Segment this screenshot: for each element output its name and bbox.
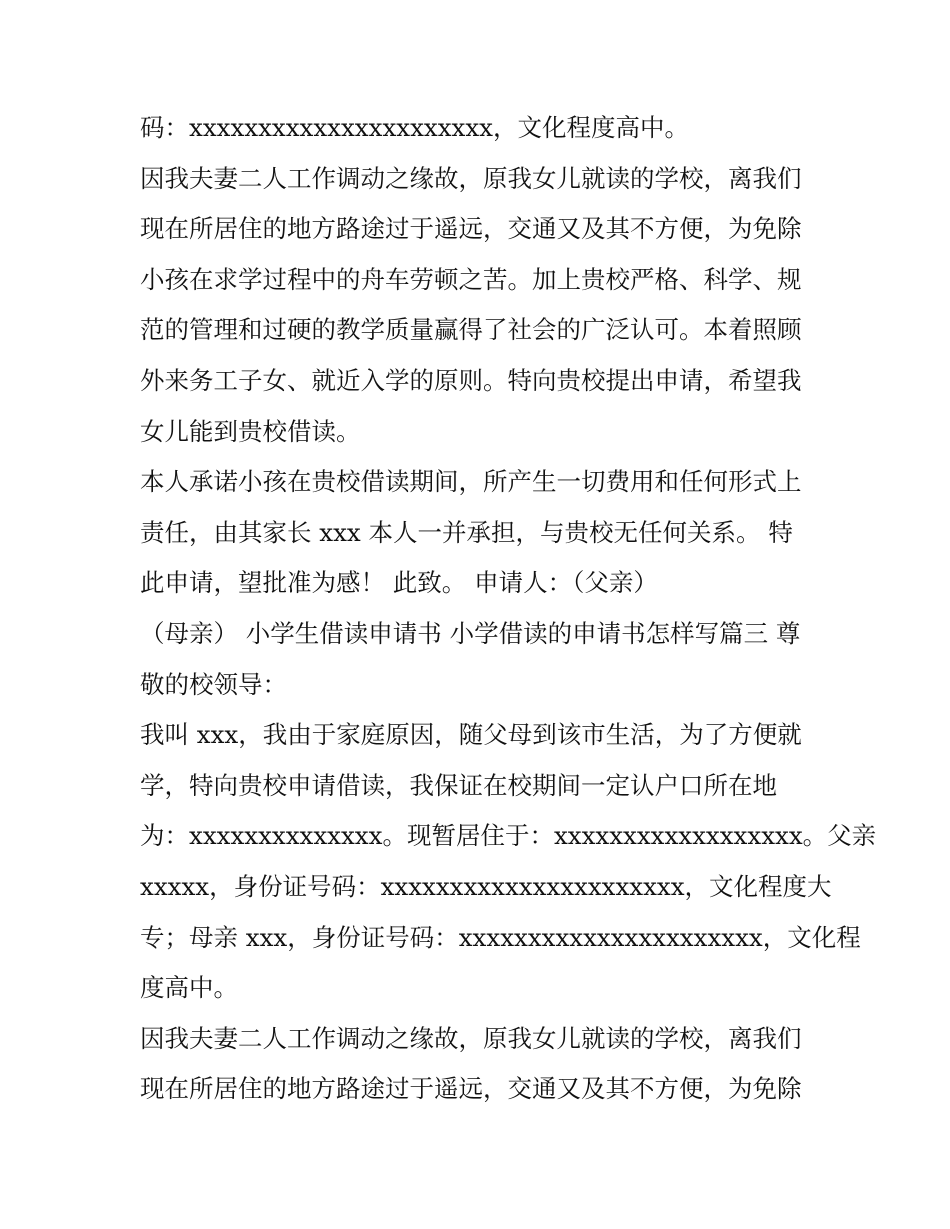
text-line: 此申请，望批准为感！ 此致。 申请人：（父亲） <box>140 568 658 598</box>
text-line: 我叫 xxx，我由于家庭原因，随父母到该市生活，为了方便就 <box>140 720 802 750</box>
text-line: 范的管理和过硬的教学质量赢得了社会的广泛认可。本着照顾 <box>140 315 802 345</box>
text-line: xxxxx，身份证号码：xxxxxxxxxxxxxxxxxxxxxx，文化程度大 <box>140 871 832 901</box>
text-line: 因我夫妻二人工作调动之缘故，原我女儿就读的学校，离我们 <box>140 1023 802 1053</box>
text-line: 因我夫妻二人工作调动之缘故，原我女儿就读的学校，离我们 <box>140 163 802 193</box>
text-line: 外来务工子女、就近入学的原则。特向贵校提出申请，希望我 <box>140 365 802 395</box>
text-line: 度高中。 <box>140 973 238 1003</box>
text-line: 本人承诺小孩在贵校借读期间，所产生一切费用和任何形式上 <box>140 467 802 497</box>
text-line: 现在所居住的地方路途过于遥远，交通又及其不方便，为免除 <box>140 214 802 244</box>
text-line: 学，特向贵校申请借读，我保证在校期间一定认户口所在地 <box>140 770 777 800</box>
document-body <box>140 103 877 1115</box>
text-line: 责任，由其家长 xxx 本人一并承担，与贵校无任何关系。 特 <box>140 517 793 547</box>
text-line: 敬的校领导： <box>140 669 287 699</box>
text-line: 女儿能到贵校借读。 <box>140 416 361 446</box>
text-line: 现在所居住的地方路途过于遥远，交通又及其不方便，为免除 <box>140 1074 802 1104</box>
text-line: 小孩在求学过程中的舟车劳顿之苦。加上贵校严格、科学、规 <box>140 264 802 294</box>
text-line: 为：xxxxxxxxxxxxxx。现暂居住于：xxxxxxxxxxxxxxxxxx。父亲 <box>140 821 877 851</box>
text-line: （母亲） 小学生借读申请书 小学借读的申请书怎样写篇三 尊 <box>140 618 801 648</box>
text-line: 码：xxxxxxxxxxxxxxxxxxxxxx，文化程度高中。 <box>140 113 689 142</box>
text-line: 专；母亲 xxx，身份证号码：xxxxxxxxxxxxxxxxxxxxxx，文化程 <box>140 922 861 952</box>
